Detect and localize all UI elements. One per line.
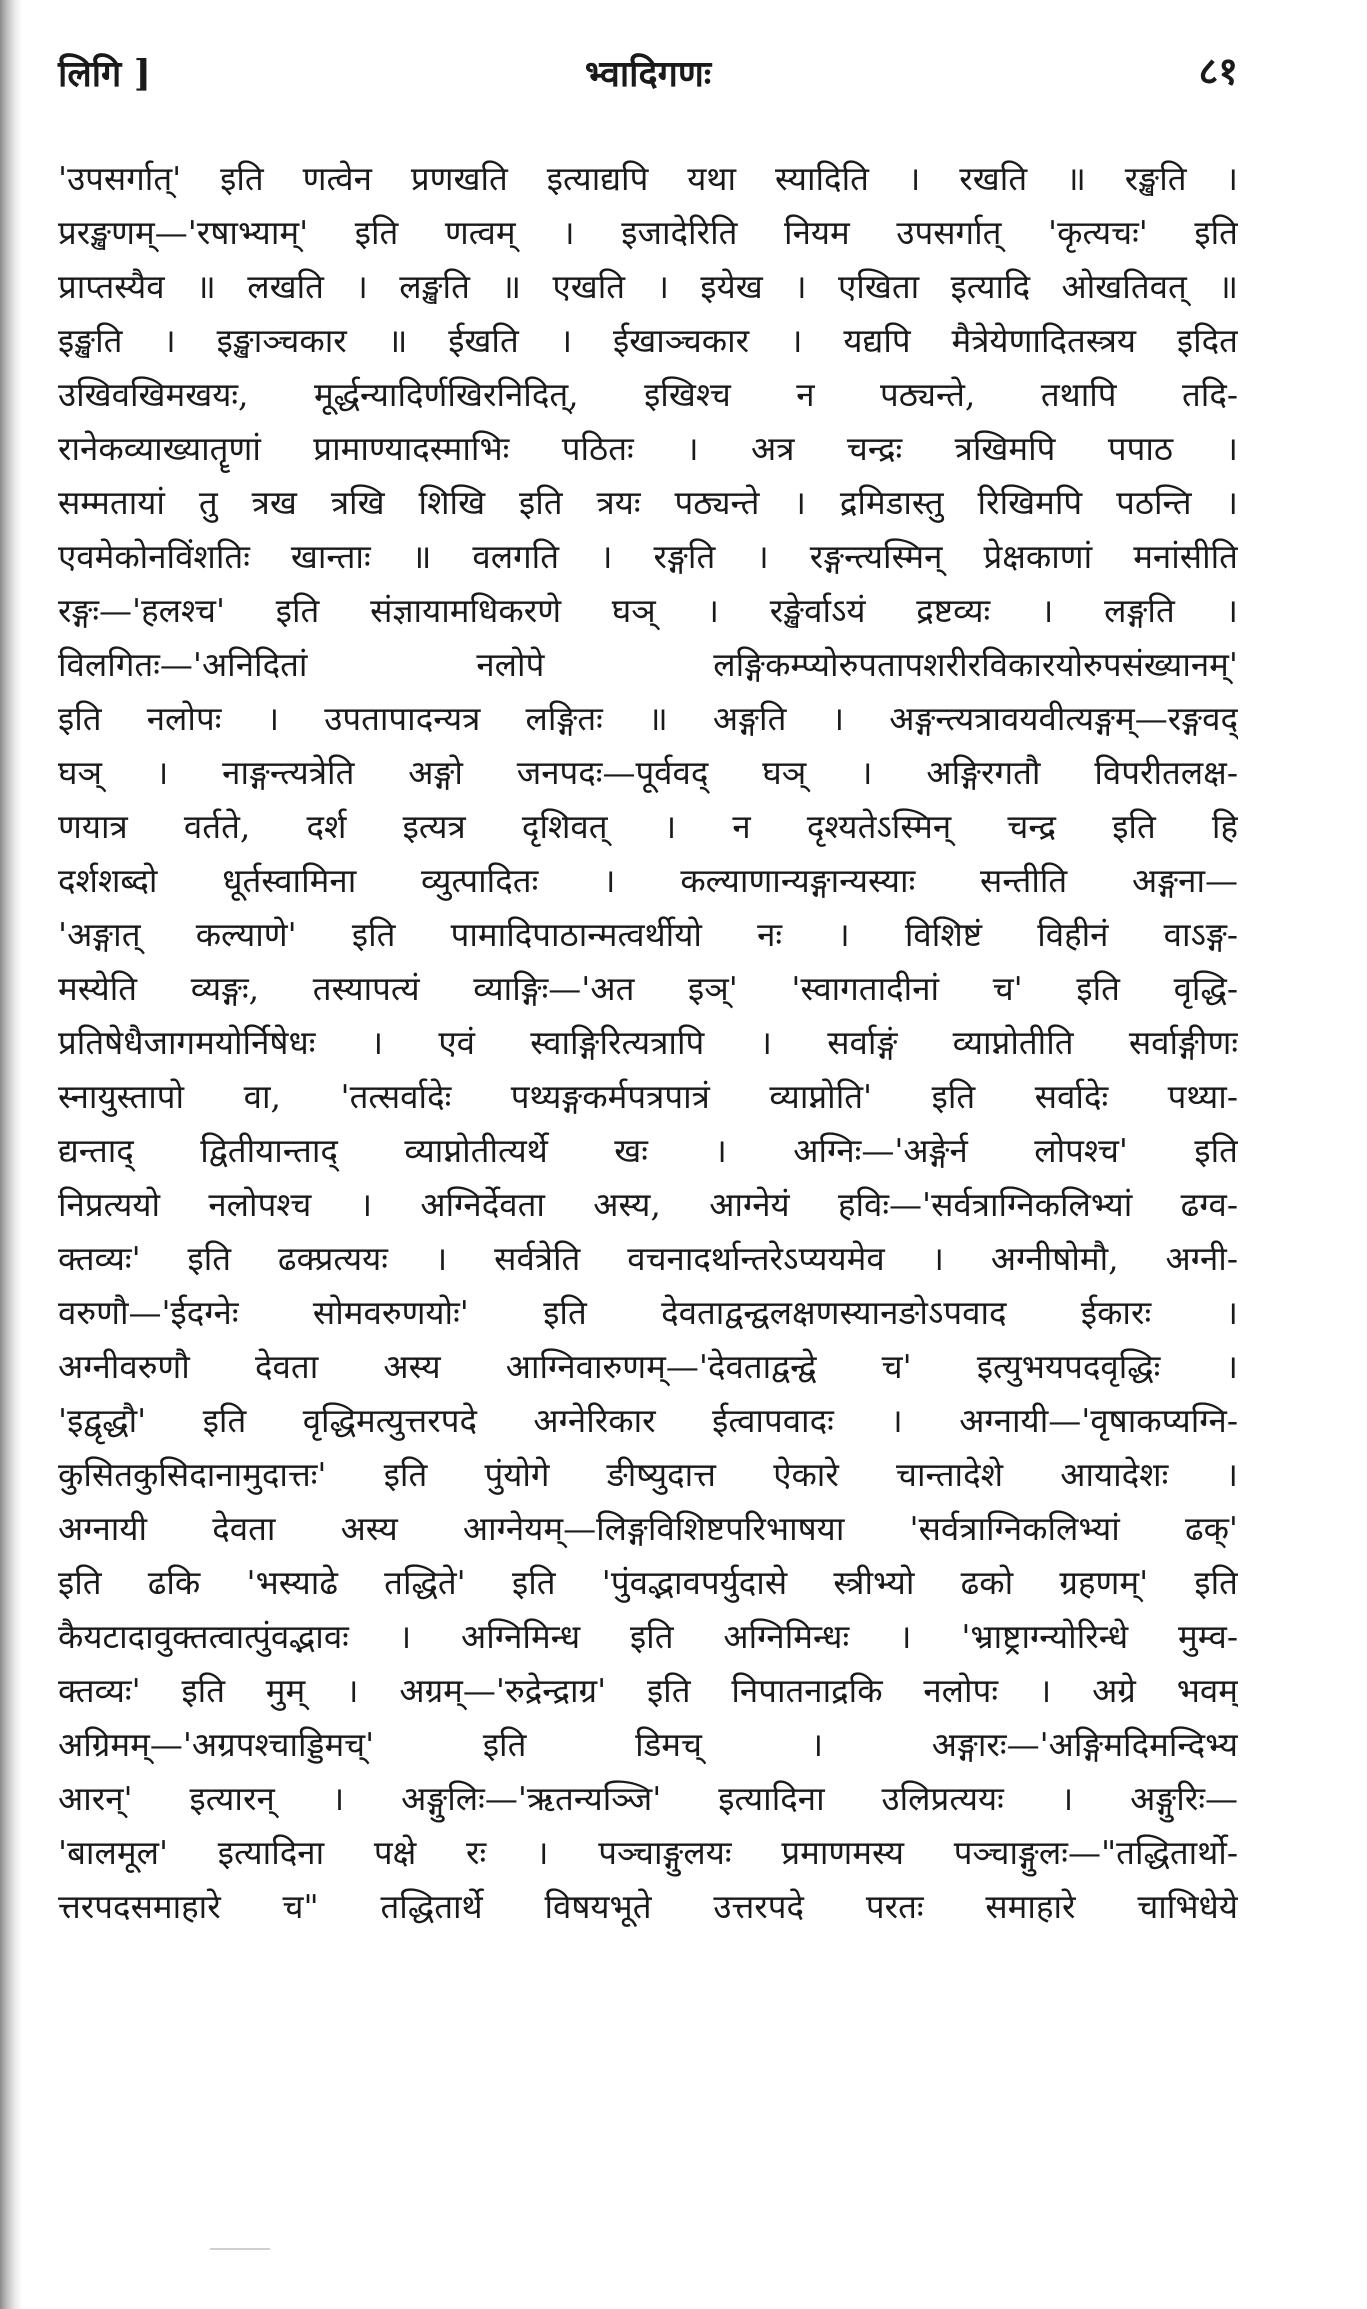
header-title: भ्वादिगणः	[584, 53, 712, 95]
text-line: रङ्गः—'हलश्च' इति संज्ञायामधिकरणे घञ् । रङ्खेर्वाऽयं द्रष्टव्यः । लङ्गति ।	[58, 591, 1238, 630]
text-line: प्ररङ्खणम्—'रषाभ्याम्' इति णत्वम् । इजादेरिति नियम उपसर्गात् 'कृत्यचः' इति	[58, 213, 1238, 252]
text-line: णयात्र वर्तते, दर्श इत्यत्र दृशिवत् । न दृश्यतेऽस्मिन् चन्द्र इति हि	[58, 807, 1238, 846]
text-line: कुसितकुसिदानामुदात्तः' इति पुंयोगे ङीष्युदात्त ऐकारे चान्तादेशे आयादेशः ।	[58, 1455, 1238, 1494]
text-line: मस्येति व्यङ्गः, तस्यापत्यं व्याङ्गिः—'अत इञ्' 'स्वागतादीनां च' इति वृद्धि-	[58, 969, 1238, 1008]
page-number: ८१	[1198, 48, 1238, 93]
text-line: स्नायुस्तापो वा, 'तत्सर्वादेः पथ्यङ्गकर्मपत्रपात्रं व्याप्नोति' इति सर्वादेः पथ्या-	[58, 1077, 1238, 1116]
text-line: सम्मतायां तु त्रख त्रखि शिखि इति त्रयः पठ्यन्ते । द्रमिडास्तु रिखिमपि पठन्ति ।	[58, 483, 1238, 522]
text-line: क्तव्यः' इति मुम् । अग्रम्—'रुद्रेन्द्राग्र' इति निपातनाद्रकि नलोपः । अग्रे भवम्	[58, 1671, 1238, 1710]
text-line: अग्नायी देवता अस्य आग्नेयम्—लिङ्गविशिष्टपरिभाषया 'सर्वत्राग्निकलिभ्यां ढक्'	[58, 1509, 1238, 1548]
document-page	[58, 40, 1238, 2220]
text-line: कैयटादावुक्तत्वात्पुंवद्भावः । अग्निमिन्ध इति अग्निमिन्धः । 'भ्राष्ट्राग्न्योरिन्धे मुम्व-	[58, 1617, 1238, 1656]
text-line: आरन्' इत्यारन् । अङ्गुलिः—'ऋतन्यञ्जि' इत्यादिना उलिप्रत्ययः । अङ्गुरिः—	[58, 1779, 1238, 1818]
text-line: एवमेकोनविंशतिः खान्ताः ॥ वलगति । रङ्गति । रङ्गन्त्यस्मिन् प्रेक्षकाणां मनांसीति	[58, 537, 1238, 576]
text-line: निप्रत्ययो नलोपश्च । अग्निर्देवता अस्य, आग्नेयं हविः—'सर्वत्राग्निकलिभ्यां ढग्व-	[58, 1185, 1238, 1224]
binding-edge	[0, 0, 22, 2309]
text-line: प्रतिषेधैजागमयोर्निषेधः । एवं स्वाङ्गिरित्यत्रापि । सर्वाङ्गं व्याप्नोतीति सर्वाङ्गीणः	[58, 1023, 1238, 1062]
print-smudge	[210, 2248, 270, 2250]
text-line: रानेकव्याख्यातॄणां प्रामाण्यादस्माभिः पठितः । अत्र चन्द्रः त्रखिमपि पपाठ ।	[58, 429, 1238, 468]
text-line: दर्शशब्दो धूर्तस्वामिना व्युत्पादितः । कल्याणान्यङ्गान्यस्याः सन्तीति अङ्गना—	[58, 861, 1238, 900]
text-line: द्यन्ताद् द्वितीयान्ताद् व्याप्नोतीत्यर्थे खः । अग्निः—'अङ्गेर्न लोपश्च' इति	[58, 1131, 1238, 1170]
text-line: त्तरपदसमाहारे च" तद्धितार्थे विषयभूते उत्तरपदे परतः समाहारे चाभिधेये	[58, 1887, 1238, 1926]
text-line: इति ढकि 'भस्याढे तद्धिते' इति 'पुंवद्भावपर्युदासे स्त्रीभ्यो ढको ग्रहणम्' इति	[58, 1563, 1238, 1602]
text-line: इङ्खति । इङ्खाञ्चकार ॥ ईखति । ईखाञ्चकार । यद्यपि मैत्रेयेणादितस्त्रय इदित	[58, 321, 1238, 360]
text-line: 'इद्वृद्धौ' इति वृद्धिमत्युत्तरपदे अग्नेरिकार ईत्वापवादः । अग्नायी—'वृषाकप्यग्नि-	[58, 1401, 1238, 1440]
body-text	[58, 152, 1238, 1934]
text-line: 'उपसर्गात्' इति णत्वेन प्रणखति इत्याद्यपि यथा स्यादिति । रखति ॥ रङ्खति ।	[58, 159, 1238, 198]
running-head	[58, 40, 1238, 110]
text-line: विलगितः—'अनिदितां नलोपे लङ्गिकम्प्योरुपतापशरीरविकारयोरुपसंख्यानम्'	[58, 645, 1238, 684]
text-line: 'बालमूल' इत्यादिना पक्षे रः । पञ्चाङ्गुलयः प्रमाणमस्य पञ्चाङ्गुलः—"तद्धितार्थो-	[58, 1833, 1238, 1872]
text-line: अग्रिमम्—'अग्रपश्चाड्डिमच्' इति डिमच् । अङ्गारः—'अङ्गिमदिमन्दिभ्य	[58, 1725, 1238, 1764]
text-line: वरुणौ—'ईदग्नेः सोमवरुणयोः' इति देवताद्वन्द्वलक्षणस्यानङोऽपवाद ईकारः ।	[58, 1293, 1238, 1332]
header-section-label: लिगि ]	[58, 53, 151, 95]
text-line: घञ् । नाङ्गन्त्यत्रेति अङ्गो जनपदः—पूर्ववद् घञ् । अङ्गिरगतौ विपरीतलक्ष-	[58, 753, 1238, 792]
text-line: 'अङ्गात् कल्याणे' इति पामादिपाठान्मत्वर्थीयो नः । विशिष्टं विहीनं वाऽङ्ग-	[58, 915, 1238, 954]
text-line: अग्नीवरुणौ देवता अस्य आग्निवारुणम्—'देवताद्वन्द्वे च' इत्युभयपदवृद्धिः ।	[58, 1347, 1238, 1386]
text-line: क्तव्यः' इति ढक्प्रत्ययः । सर्वत्रेति वचनादर्थान्तरेऽप्ययमेव । अग्नीषोमौ, अग्नी-	[58, 1239, 1238, 1278]
text-line: उखिवखिमखयः, मूर्द्धन्यादिर्णखिरनिदित्, इखिश्च न पठ्यन्ते, तथापि तदि-	[58, 375, 1238, 414]
text-line: प्राप्तस्यैव ॥ लखति । लङ्खति ॥ एखति । इयेख । एखिता इत्यादि ओखतिवत् ॥	[58, 267, 1238, 306]
text-line: इति नलोपः । उपतापादन्यत्र लङ्गितः ॥ अङ्गति । अङ्गन्त्यत्रावयवीत्यङ्गम्—रङ्गवद्	[58, 699, 1238, 738]
